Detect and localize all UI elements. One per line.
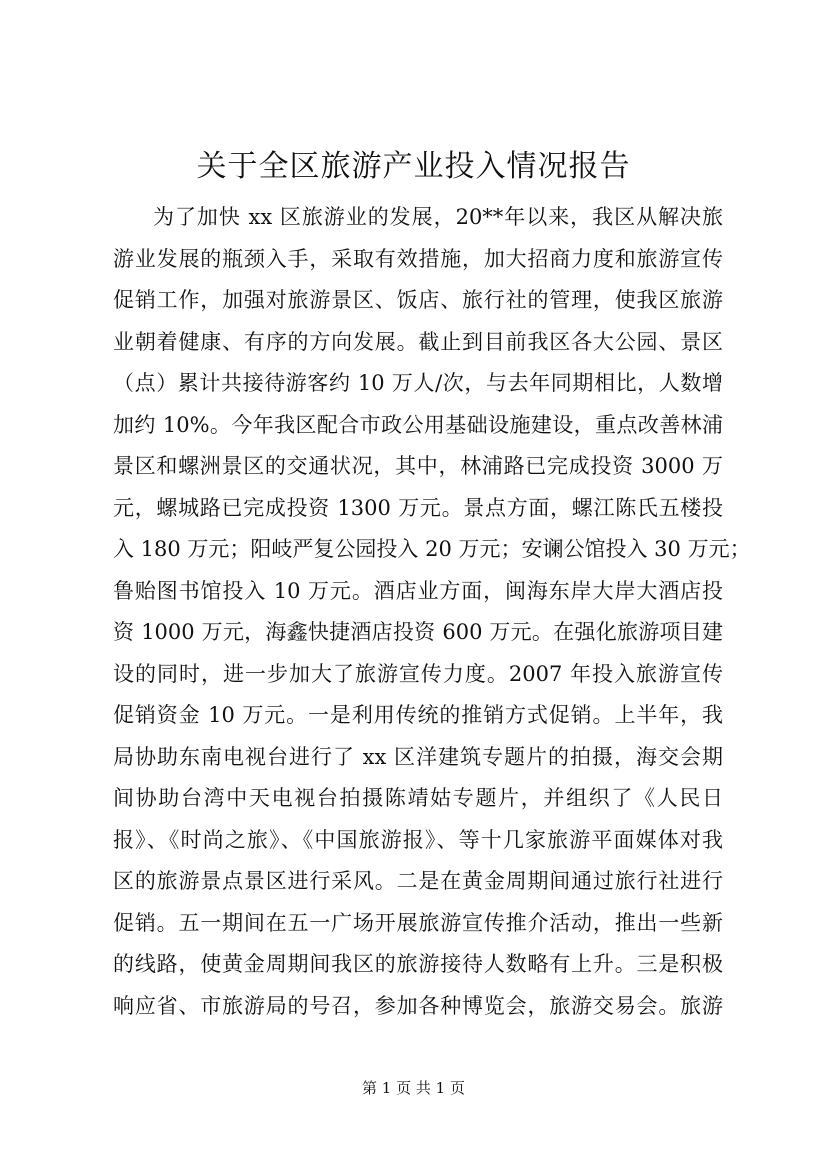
- body-line: 业朝着健康、有序的方向发展。截止到目前我区各大公园、景区: [113, 329, 723, 354]
- body-line: 间协助台湾中天电视台拍摄陈靖姑专题片，并组织了《人民日: [113, 786, 723, 810]
- body-line: 区的旅游景点景区进行采风。二是在黄金周期间通过旅行社进行: [113, 869, 723, 893]
- body-line: 的线路，使黄金周期间我区的旅游接待人数略有上升。三是积极: [113, 952, 723, 976]
- body-line: 局协助东南电视台进行了 xx 区洋建筑专题片的拍摄，海交会期: [113, 744, 723, 769]
- body-line: 报》、《时尚之旅》、《中国旅游报》、等十几家旅游平面媒体对我: [113, 827, 723, 852]
- body-line: 设的同时，进一步加大了旅游宣传力度。2007 年投入旅游宣传: [113, 661, 723, 686]
- body-line: 促销工作，加强对旅游景区、饭店、旅行社的管理，使我区旅游: [113, 288, 723, 312]
- body-line: 为了加快 xx 区旅游业的发展，20**年以来，我区从解决旅: [153, 205, 723, 229]
- page-number-footer: 第 1 页 共 1 页: [362, 1079, 465, 1097]
- body-line: 元，螺城路已完成投资 1300 万元。景点方面，螺江陈氏五楼投: [113, 495, 723, 520]
- body-line: 响应省、市旅游局的号召，参加各种博览会，旅游交易会。旅游: [113, 993, 723, 1018]
- document-body: [113, 197, 751, 1027]
- body-line: 入 180 万元；阳岐严复公园投入 20 万元；安谰公馆投入 30 万元；: [113, 537, 751, 561]
- body-line: 鲁贻图书馆投入 10 万元。酒店业方面，闽海东岸大岸大酒店投: [113, 578, 723, 603]
- body-line: 游业发展的瓶颈入手，采取有效措施，加大招商力度和旅游宣传: [113, 246, 723, 271]
- body-line: 景区和螺洲景区的交通状况，其中，林浦路已完成投资 3000 万: [113, 454, 723, 478]
- body-line: 促销资金 10 万元。一是利用传统的推销方式促销。上半年，我: [113, 703, 723, 727]
- document-title: 关于全区旅游产业投入情况报告: [196, 149, 631, 184]
- body-line: 资 1000 万元，海鑫快捷酒店投资 600 万元。在强化旅游项目建: [113, 620, 723, 644]
- body-line: 促销。五一期间在五一广场开展旅游宣传推介活动，推出一些新: [113, 910, 723, 935]
- body-line: 加约 10%。今年我区配合市政公用基础设施建设，重点改善林浦: [113, 412, 723, 437]
- body-line: （点）累计共接待游客约 10 万人/次，与去年同期相比，人数增: [113, 371, 723, 395]
